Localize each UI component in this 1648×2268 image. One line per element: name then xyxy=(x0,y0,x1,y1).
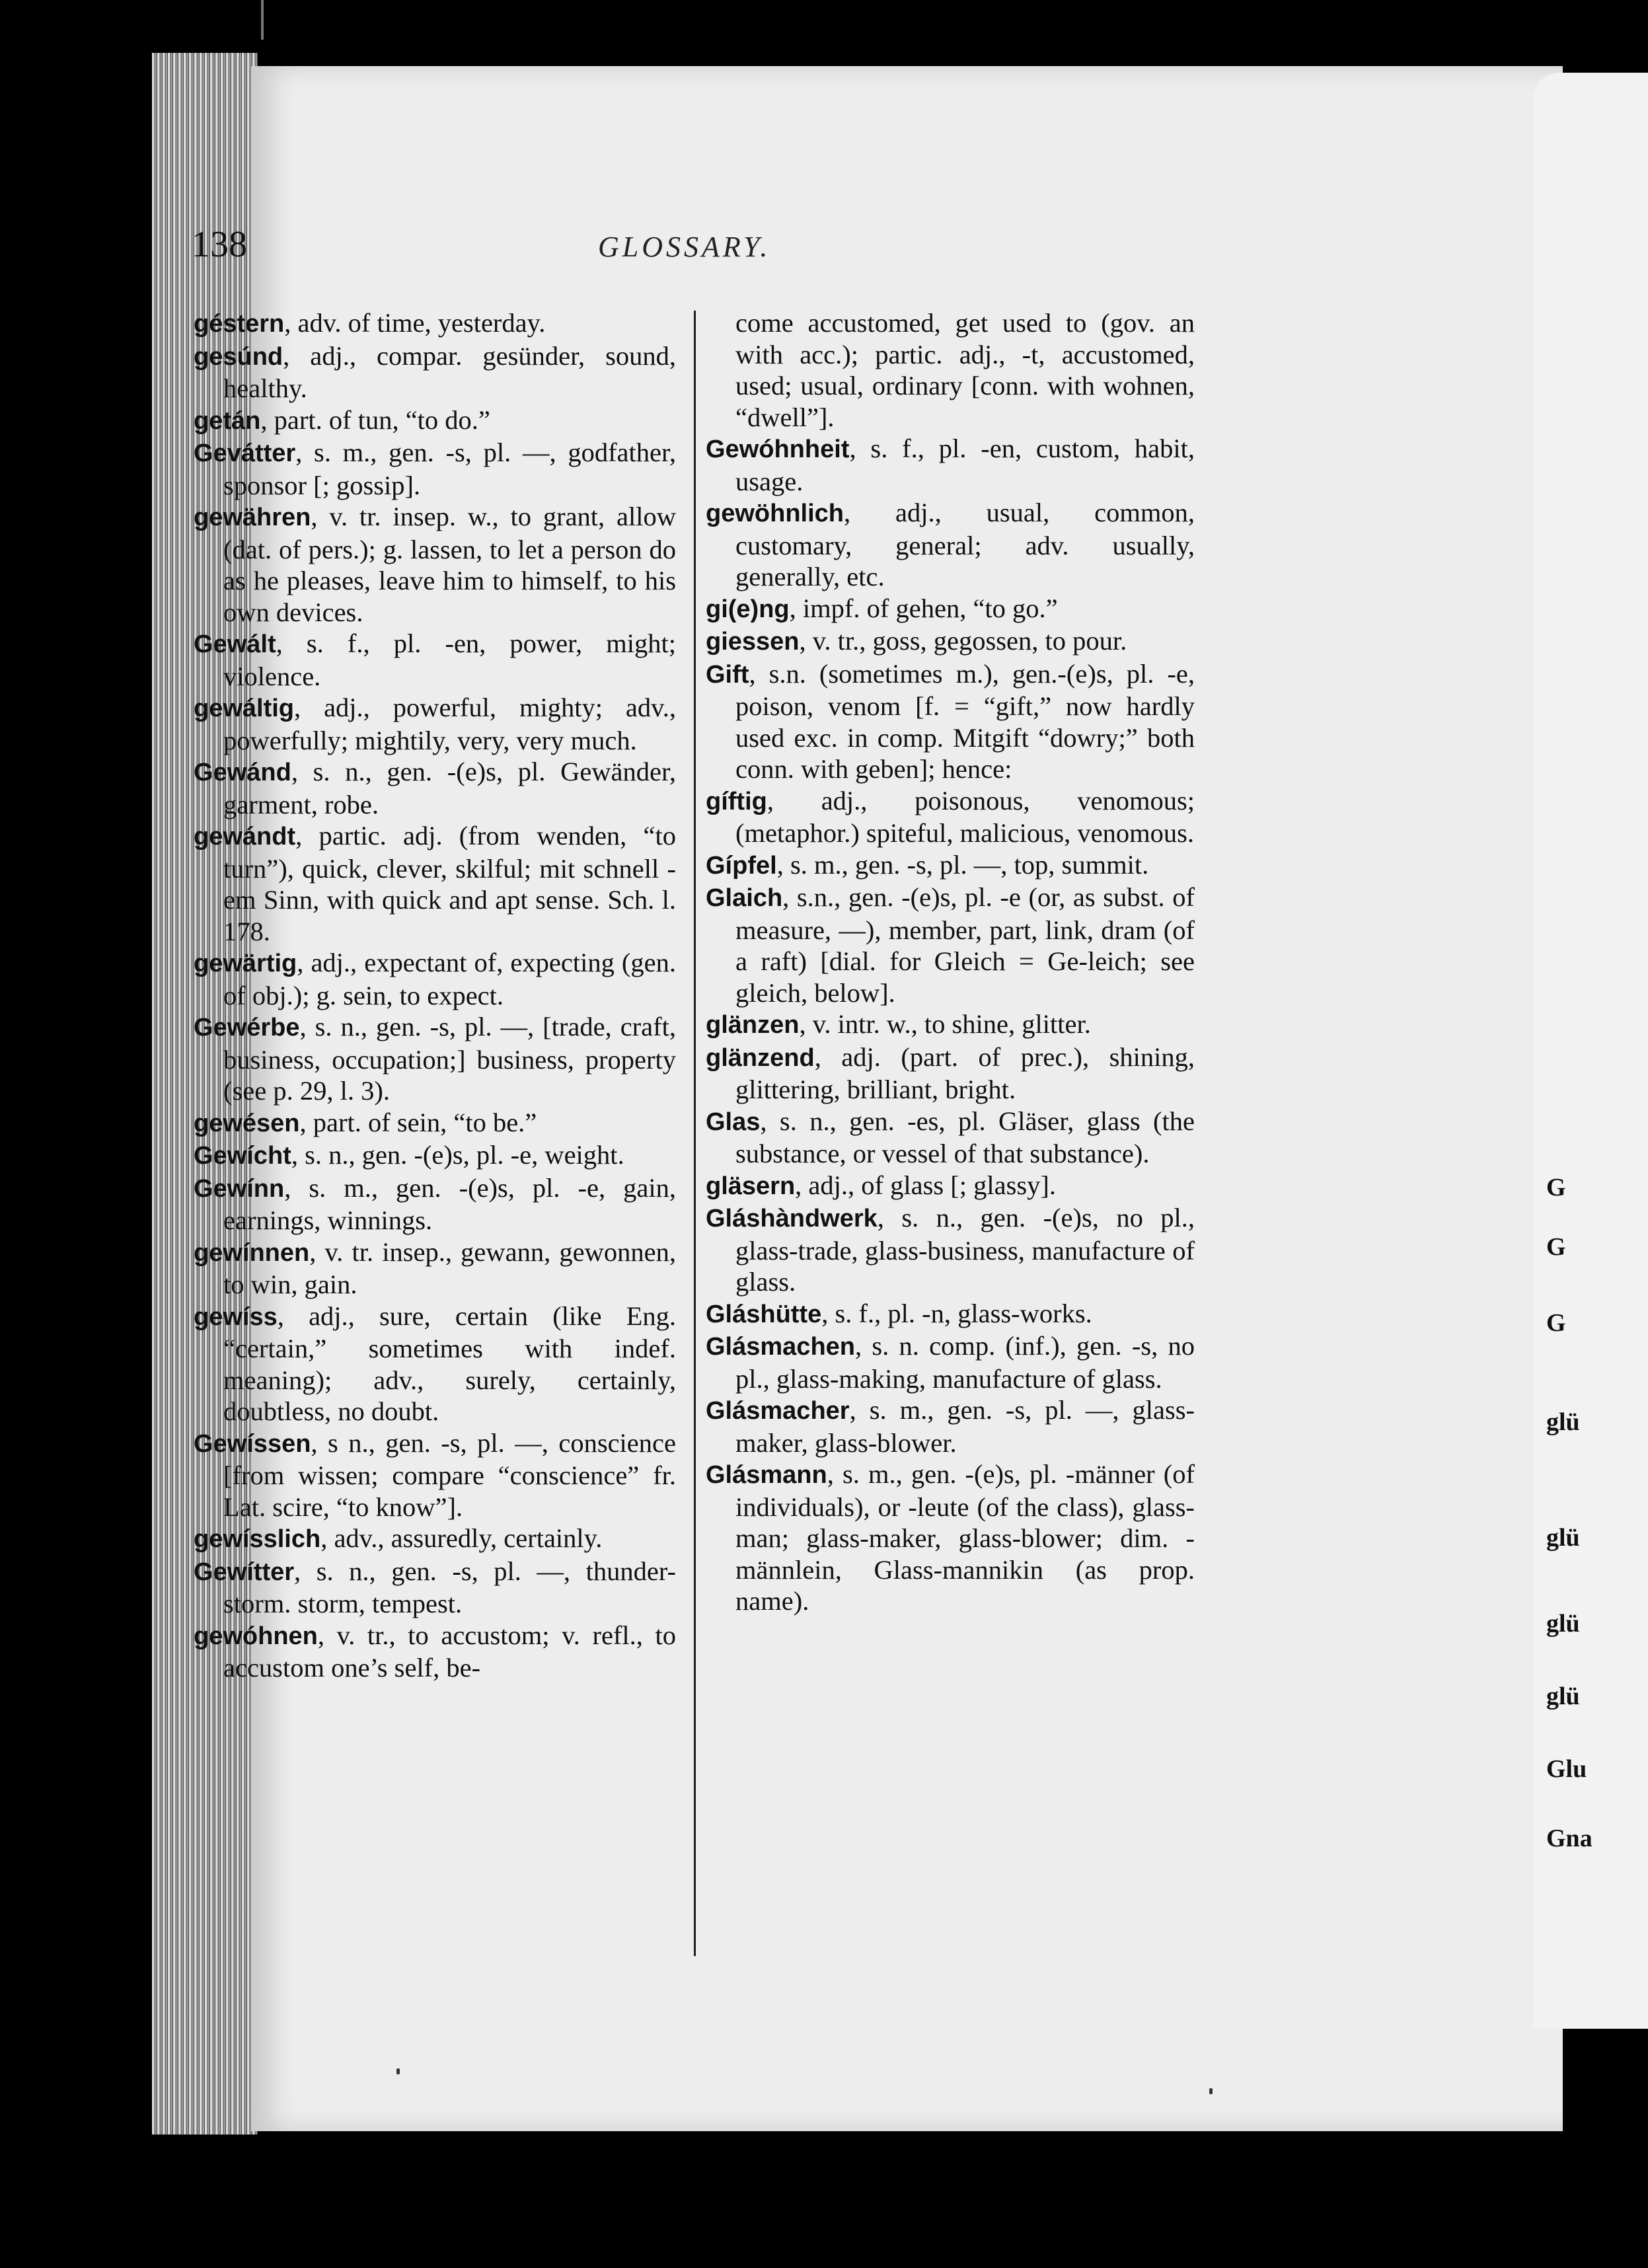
glossary-headword: Gláshàndwerk xyxy=(706,1205,878,1232)
glossary-entry xyxy=(194,307,676,340)
glossary-entry xyxy=(194,1139,676,1172)
glossary-entry xyxy=(706,1008,1195,1041)
glossary-entry xyxy=(706,1202,1195,1298)
glossary-definition: , partic. adj. (from wenden, “to turn”), quick, clever, skilful; mit schnell -em Sinn, with quick and apt sense. Sch. l. 178. xyxy=(223,821,676,946)
glossary-headword: Gewánd xyxy=(194,759,291,786)
glossary-definition: , part. of sein, “to be.” xyxy=(299,1107,537,1137)
glossary-headword: Glásmachen xyxy=(706,1333,855,1361)
facing-page-fragment: glü xyxy=(1546,1682,1580,1710)
glossary-headword: gewándt xyxy=(194,823,296,850)
glossary-headword: Gípfel xyxy=(706,851,777,880)
facing-page-fragment: glü xyxy=(1546,1610,1580,1638)
glossary-headword: Gewítter xyxy=(194,1558,295,1586)
glossary-headword: Gift xyxy=(706,660,749,689)
facing-page xyxy=(1533,73,1648,2029)
glossary-entry xyxy=(706,497,1195,593)
glossary-definition: , adj., of glass [; glassy]. xyxy=(795,1170,1056,1200)
glossary-definition: , adj., poisonous, venomous; (metaphor.) spiteful, malicious, venomous. xyxy=(735,785,1195,848)
glossary-definition: , s. m., gen. -s, pl. —, godfather, sponsor [; gossip]. xyxy=(223,437,676,500)
glossary-entry xyxy=(194,404,676,437)
facing-page-fragment: glü xyxy=(1546,1524,1580,1552)
glossary-definition: , adj., compar. gesünder, sound, healthy. xyxy=(223,340,676,403)
glossary-definition: , s. n., gen. -(e)s, no pl., glass-trade, glass-business, manufacture of glass. xyxy=(735,1203,1195,1297)
facing-page-fragment: Gna xyxy=(1546,1825,1592,1852)
glossary-entry xyxy=(194,1107,676,1140)
page-header xyxy=(0,223,1648,270)
glossary-definition: , s. f., pl. -n, glass-works. xyxy=(821,1298,1092,1328)
glossary-definition: , v. tr., to accustom; v. refl., to accustom one’s self, be- xyxy=(223,1620,676,1682)
glossary-definition: , s. m., gen. -(e)s, pl. -männer (of individuals), or -leute (of the class), glass-man; glass-maker, glass-blower; dim. -männlein, Glass-mannikin (as prop. name). xyxy=(735,1459,1195,1616)
scan-speck xyxy=(1209,2088,1213,2094)
glossary-definition: , v. tr. insep., gewann, gewonnen, to win, gain. xyxy=(223,1236,676,1299)
column-divider xyxy=(694,311,696,1956)
glossary-entry xyxy=(194,1301,676,1427)
page-number: 138 xyxy=(192,224,247,265)
glossary-headword: gewáltig xyxy=(194,695,295,722)
facing-page-fragment: glü xyxy=(1546,1408,1580,1436)
glossary-definition: , adj., powerful, mighty; adv., powerfully; mightily, very, very much. xyxy=(223,693,676,755)
glossary-definition: , v. tr. insep. w., to grant, allow (dat. of pers.); g. lassen, to let a person do as he pleases, leave him to himself, to his own devices. xyxy=(223,502,676,627)
glossary-headword: gi(e)ng xyxy=(706,595,790,623)
facing-page-fragment: Glu xyxy=(1546,1755,1587,1783)
glossary-definition: , s. m., gen. -s, pl. —, top, summit. xyxy=(776,849,1149,880)
glossary-definition: , s n., gen. -s, pl. —, conscience [from wissen; compare “conscience” fr. Lat. scire, “to know”]. xyxy=(223,1427,676,1522)
glossary-definition: , part. of tun, “to do.” xyxy=(260,404,490,435)
scan-speck xyxy=(396,2068,400,2074)
glossary-headword: Gewícht xyxy=(194,1142,291,1170)
glossary-definition: , s. n., gen. -s, pl. —, thunder-storm. storm, tempest. xyxy=(223,1556,676,1618)
glossary-headword: Gláshütte xyxy=(706,1300,822,1328)
glossary-entry xyxy=(194,1011,676,1107)
glossary-definition: , adj. (part. of prec.), shining, glittering, brilliant, bright. xyxy=(735,1041,1195,1104)
glossary-column-left xyxy=(194,307,676,1684)
glossary-headword: gíftig xyxy=(706,787,767,815)
glossary-headword: géstern xyxy=(194,310,285,338)
glossary-headword: glänzend xyxy=(706,1043,815,1072)
glossary-definition: , s. m., gen. -(e)s, pl. -e, gain, earnings, winnings. xyxy=(223,1172,676,1235)
glossary-entry xyxy=(194,1172,676,1236)
glossary-headword: gewísslich xyxy=(194,1525,321,1553)
glossary-definition: , s. n., gen. -s, pl. —, [trade, craft, business, occupation;] business, property (see p. 29, l. 3). xyxy=(223,1012,676,1106)
glossary-headword: gewíss xyxy=(194,1303,278,1331)
scan-mark xyxy=(261,0,264,40)
glossary-definition: , adv., assuredly, certainly. xyxy=(320,1523,603,1553)
glossary-headword: Gewóhnheit xyxy=(706,435,850,463)
glossary-entry xyxy=(706,1394,1195,1458)
glossary-headword: Glásmann xyxy=(706,1461,827,1489)
glossary-headword: gläsern xyxy=(706,1172,796,1200)
glossary-entry xyxy=(706,625,1195,658)
glossary-definition: , s. n., gen. -(e)s, pl. -e, weight. xyxy=(291,1140,624,1170)
glossary-entry xyxy=(706,658,1195,785)
glossary-entry xyxy=(706,1298,1195,1331)
glossary-definition: , s. n., gen. -es, pl. Gläser, glass (the substance, or vessel of that substance). xyxy=(735,1106,1195,1168)
glossary-headword: Glaich xyxy=(706,884,783,912)
facing-page-fragment: G xyxy=(1546,1174,1566,1201)
glossary-headword: Gewínn xyxy=(194,1174,285,1203)
glossary-entry xyxy=(706,593,1195,626)
glossary-headword: Gewált xyxy=(194,630,276,658)
glossary-entry xyxy=(194,820,676,947)
glossary-definition: , s. m., gen. -s, pl. —, glass-maker, glass-blower. xyxy=(735,1395,1195,1458)
glossary-definition: come accustomed, get used to (gov. an with acc.); partic. adj., -t, accustomed, used; usual, ordinary [conn. with wohnen, “dwell”]. xyxy=(735,308,1195,432)
glossary-entry xyxy=(194,692,676,756)
glossary-entry xyxy=(194,1556,676,1620)
glossary-headword: Glas xyxy=(706,1108,761,1136)
glossary-headword: Gevátter xyxy=(194,439,296,467)
glossary-headword: gewóhnen xyxy=(194,1622,318,1650)
glossary-entry xyxy=(706,1106,1195,1170)
glossary-entry xyxy=(706,849,1195,882)
glossary-column-right xyxy=(706,307,1195,1617)
running-head: GLOSSARY. xyxy=(598,231,771,263)
glossary-definition: , s. n., gen. -(e)s, pl. Gewänder, garment, robe. xyxy=(223,757,676,819)
glossary-definition: , s. f., pl. -en, custom, habit, usage. xyxy=(735,434,1195,496)
glossary-definition: , s.n. (sometimes m.), gen.-(e)s, pl. -e, poison, venom [f. = “gift,” now hardly used exc. in comp. Mitgift “dowry;” both conn. with geben]; hence: xyxy=(735,658,1195,784)
glossary-definition: , s.n., gen. -(e)s, pl. -e (or, as subst. of measure, —), member, part, link, dram (of a raft) [dial. for Gleich = Ge-leich; see gleich, below]. xyxy=(735,882,1195,1008)
glossary-entry xyxy=(194,1523,676,1556)
glossary-entry xyxy=(194,756,676,820)
facing-page-fragment: G xyxy=(1546,1233,1566,1261)
glossary-headword: getán xyxy=(194,406,261,435)
glossary-definition: , adj., sure, certain (like Eng. “certain,” sometimes with indef. meaning); adv., surely, certainly, doubtless, no doubt. xyxy=(223,1301,676,1426)
glossary-entry xyxy=(194,501,676,628)
glossary-headword: gesúnd xyxy=(194,342,283,371)
glossary-entry xyxy=(194,1620,676,1684)
glossary-definition: , v. tr., goss, gegossen, to pour. xyxy=(799,626,1127,656)
glossary-definition: , impf. of gehen, “to go.” xyxy=(789,593,1058,623)
glossary-entry xyxy=(706,1330,1195,1394)
glossary-entry xyxy=(706,1041,1195,1106)
glossary-entry xyxy=(706,1170,1195,1203)
glossary-headword: glänzen xyxy=(706,1011,800,1039)
facing-page-fragment: G xyxy=(1546,1309,1566,1337)
glossary-definition: , v. intr. w., to shine, glitter. xyxy=(799,1009,1091,1039)
glossary-definition: , s. n. comp. (inf.), gen. -s, no pl., glass-making, manufacture of glass. xyxy=(735,1331,1195,1394)
glossary-headword: gewärtig xyxy=(194,950,297,977)
glossary-entry xyxy=(194,437,676,501)
glossary-entry xyxy=(194,1427,676,1523)
glossary-entry xyxy=(706,785,1195,849)
glossary-definition: , adv. of time, yesterday. xyxy=(284,308,546,338)
glossary-headword: gewöhnlich xyxy=(706,500,844,527)
glossary-headword: Gewíssen xyxy=(194,1429,311,1458)
glossary-definition: , adj., expectant of, expecting (gen. of obj.); g. sein, to expect. xyxy=(223,948,676,1010)
glossary-entry xyxy=(706,882,1195,1008)
glossary-headword: gewésen xyxy=(194,1109,300,1137)
glossary-entry xyxy=(706,1458,1195,1617)
glossary-entry xyxy=(194,947,676,1011)
glossary-entry xyxy=(706,433,1195,497)
glossary-entry xyxy=(194,628,676,692)
glossary-entry xyxy=(706,307,1195,433)
glossary-headword: giessen xyxy=(706,628,800,656)
glossary-definition: , s. f., pl. -en, power, might; violence. xyxy=(223,628,676,691)
glossary-definition: , adj., usual, common, customary, general; adv. usually, generally, etc. xyxy=(735,498,1195,591)
glossary-headword: Glásmacher xyxy=(706,1397,850,1425)
glossary-entry xyxy=(194,340,676,404)
glossary-entry xyxy=(194,1236,676,1301)
glossary-headword: gewähren xyxy=(194,504,311,531)
glossary-headword: Gewérbe xyxy=(194,1014,300,1041)
glossary-headword: gewínnen xyxy=(194,1238,310,1267)
